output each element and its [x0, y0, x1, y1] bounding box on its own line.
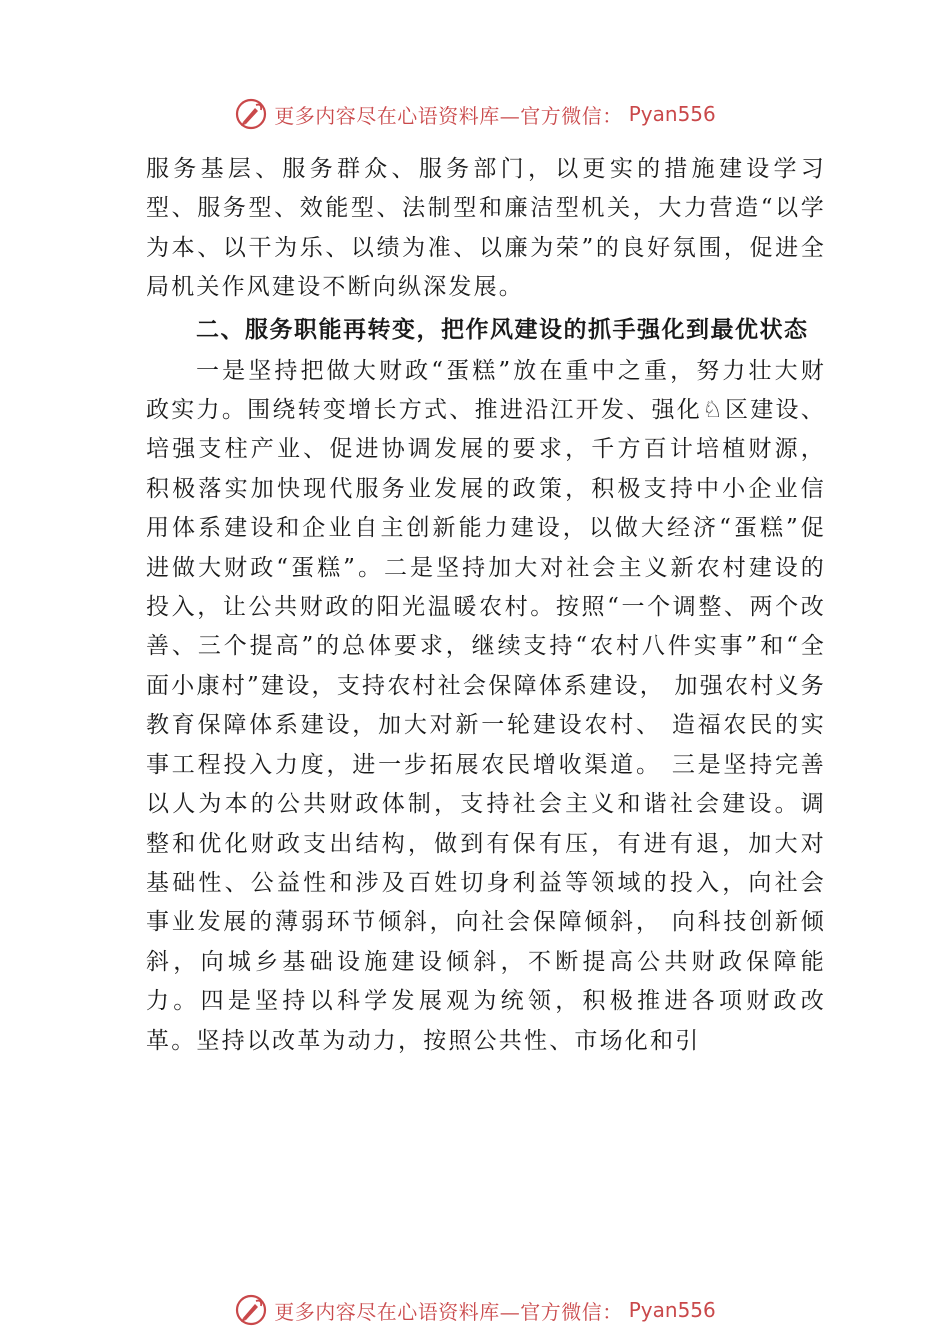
document-body [146, 150, 826, 1061]
intro-paragraph: 服务基层、服务群众、服务部门，以更实的措施建设学习型、服务型、效能型、法制型和廉洁型机关，大力营造“以学为本、以干为乐、以绩为准、以廉为荣”的良好氛围，促进全局机关作风建设不断向纵深发展。 [146, 156, 826, 301]
body-paragraph: 一是坚持把做大财政“蛋糕”放在重中之重，努力壮大财政实力。围绕转变增长方式、推进沿江开发、强化♘区建设、培强支柱产业、促进协调发展的要求，千方百计培植财源，积极落实加快现代服务业发展的政策，积极支持中小企业信用体系建设和企业自主创新能力建设，以做大经济“蛋糕”促进做大财政“蛋糕”。二是坚持加大对社会主义新农村建设的投入，让公共财政的阳光温暖农村。按照“一个调整、两个改善、三个提高”的总体要求，继续支持“农村八件实事”和“全面小康村”建设，支持农村社会保障体系建设， 加强农村义务教育保障体系建设，加大对新一轮建设农村、 造福农民的实事工程投入力度，进一步拓展农民增收渠道。 三是坚持完善以人为本的公共财政体制，支持社会主义和谐社会建设。调整和优化财政支出结构，做到有保有压，有进有退，加大对基础性、公益性和涉及百姓切身利益等领域的投入，向社会事业发展的薄弱环节倾斜，向社会保障倾斜， 向科技创新倾斜，向城乡基础设施建设倾斜，不断提高公共财政保障能力。四是坚持以科学发展观为统领，积极推进各项财政改革。坚持以改革为动力，按照公共性、市场化和引 [146, 357, 826, 1054]
watermark-footer [0, 1290, 950, 1330]
watermark-text: 更多内容尽在心语资料库—官方微信： [274, 1299, 623, 1324]
watermark-header [0, 94, 950, 134]
pen-logo-icon [234, 97, 268, 131]
pen-logo-icon [234, 1293, 268, 1327]
watermark-text: 更多内容尽在心语资料库—官方微信： [274, 103, 623, 128]
watermark-handle: Pyan556 [628, 102, 716, 126]
section-heading: 二、服务职能再转变，把作风建设的抓手强化到最优状态 [196, 316, 809, 343]
watermark-handle: Pyan556 [628, 1298, 716, 1322]
